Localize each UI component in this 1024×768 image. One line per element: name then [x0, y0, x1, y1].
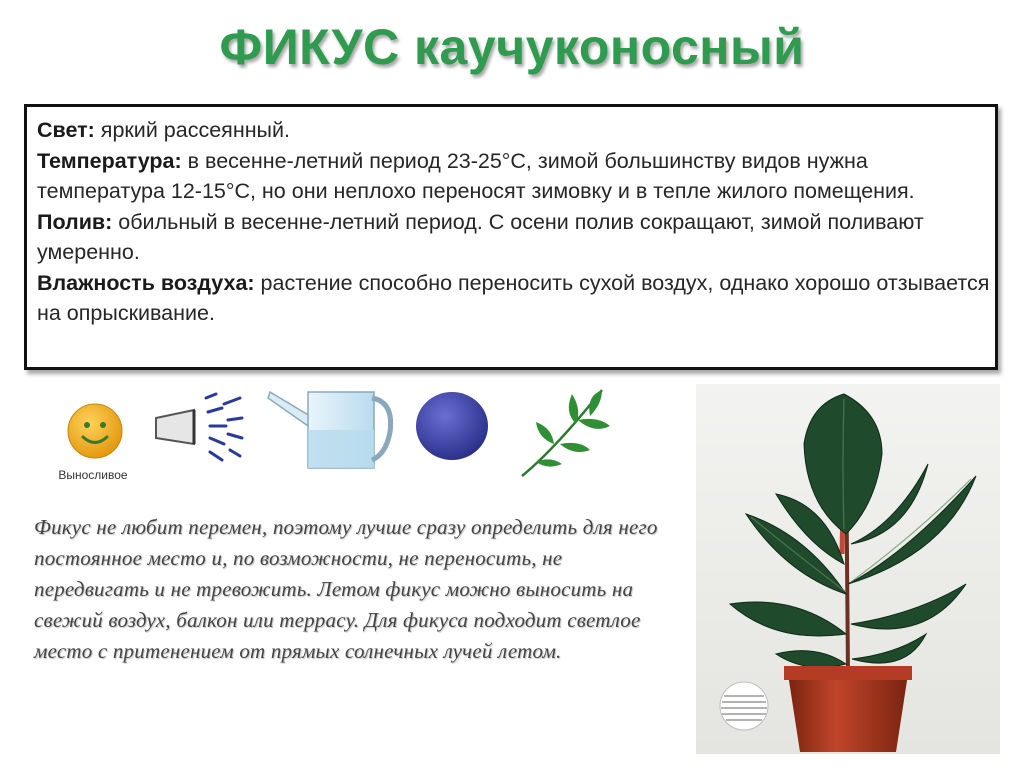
info-temperature-text: в весенне-летний период 23-25°С, зимой большинству видов нужна температура 12-15°С, но они неплохо переносят зимовку и в тепле жилого помещения. — [37, 148, 915, 203]
info-temperature — [37, 146, 995, 207]
ficus-plant-photo — [696, 384, 1000, 754]
info-humidity-text: растение способно переносить сухой воздух, однако хорошо отзывается на опрыскивание. — [37, 270, 990, 325]
info-light-label: Свет: — [37, 118, 95, 142]
leaf-branch-icon — [516, 382, 616, 482]
logo-icon — [720, 682, 768, 730]
spray-icon — [152, 392, 248, 472]
info-temperature-label: Температура: — [37, 148, 182, 173]
care-info-box — [24, 104, 998, 370]
page-title: ФИКУС каучуконосный — [219, 19, 805, 75]
smiley-icon — [66, 402, 124, 460]
info-humidity-label: Влажность воздуха: — [37, 270, 255, 295]
watering-can-icon — [266, 386, 396, 472]
info-light — [37, 115, 995, 146]
description-text: Фикус не любит перемен, поэтому лучше сразу определить для него постоянное место и, по возможности, не переносить, не передвигать и не тревожить. Летом фикус можно выносить на свежий воздух, балкон или террасу. Для фикуса подходит светлое место с притенением от прямых солнечных лучей летом. — [34, 515, 658, 663]
info-watering — [37, 207, 995, 268]
info-watering-text: обильный в весенне-летний период. С осени полив сокращают, зимой поливают умеренно. — [37, 209, 924, 264]
info-humidity — [37, 268, 995, 329]
blue-circle-icon — [414, 388, 490, 464]
hardy-caption: Выносливое — [58, 468, 128, 482]
care-description — [34, 512, 674, 667]
info-watering-label: Полив: — [37, 209, 113, 234]
info-light-text: яркий рассеянный. — [94, 118, 290, 142]
